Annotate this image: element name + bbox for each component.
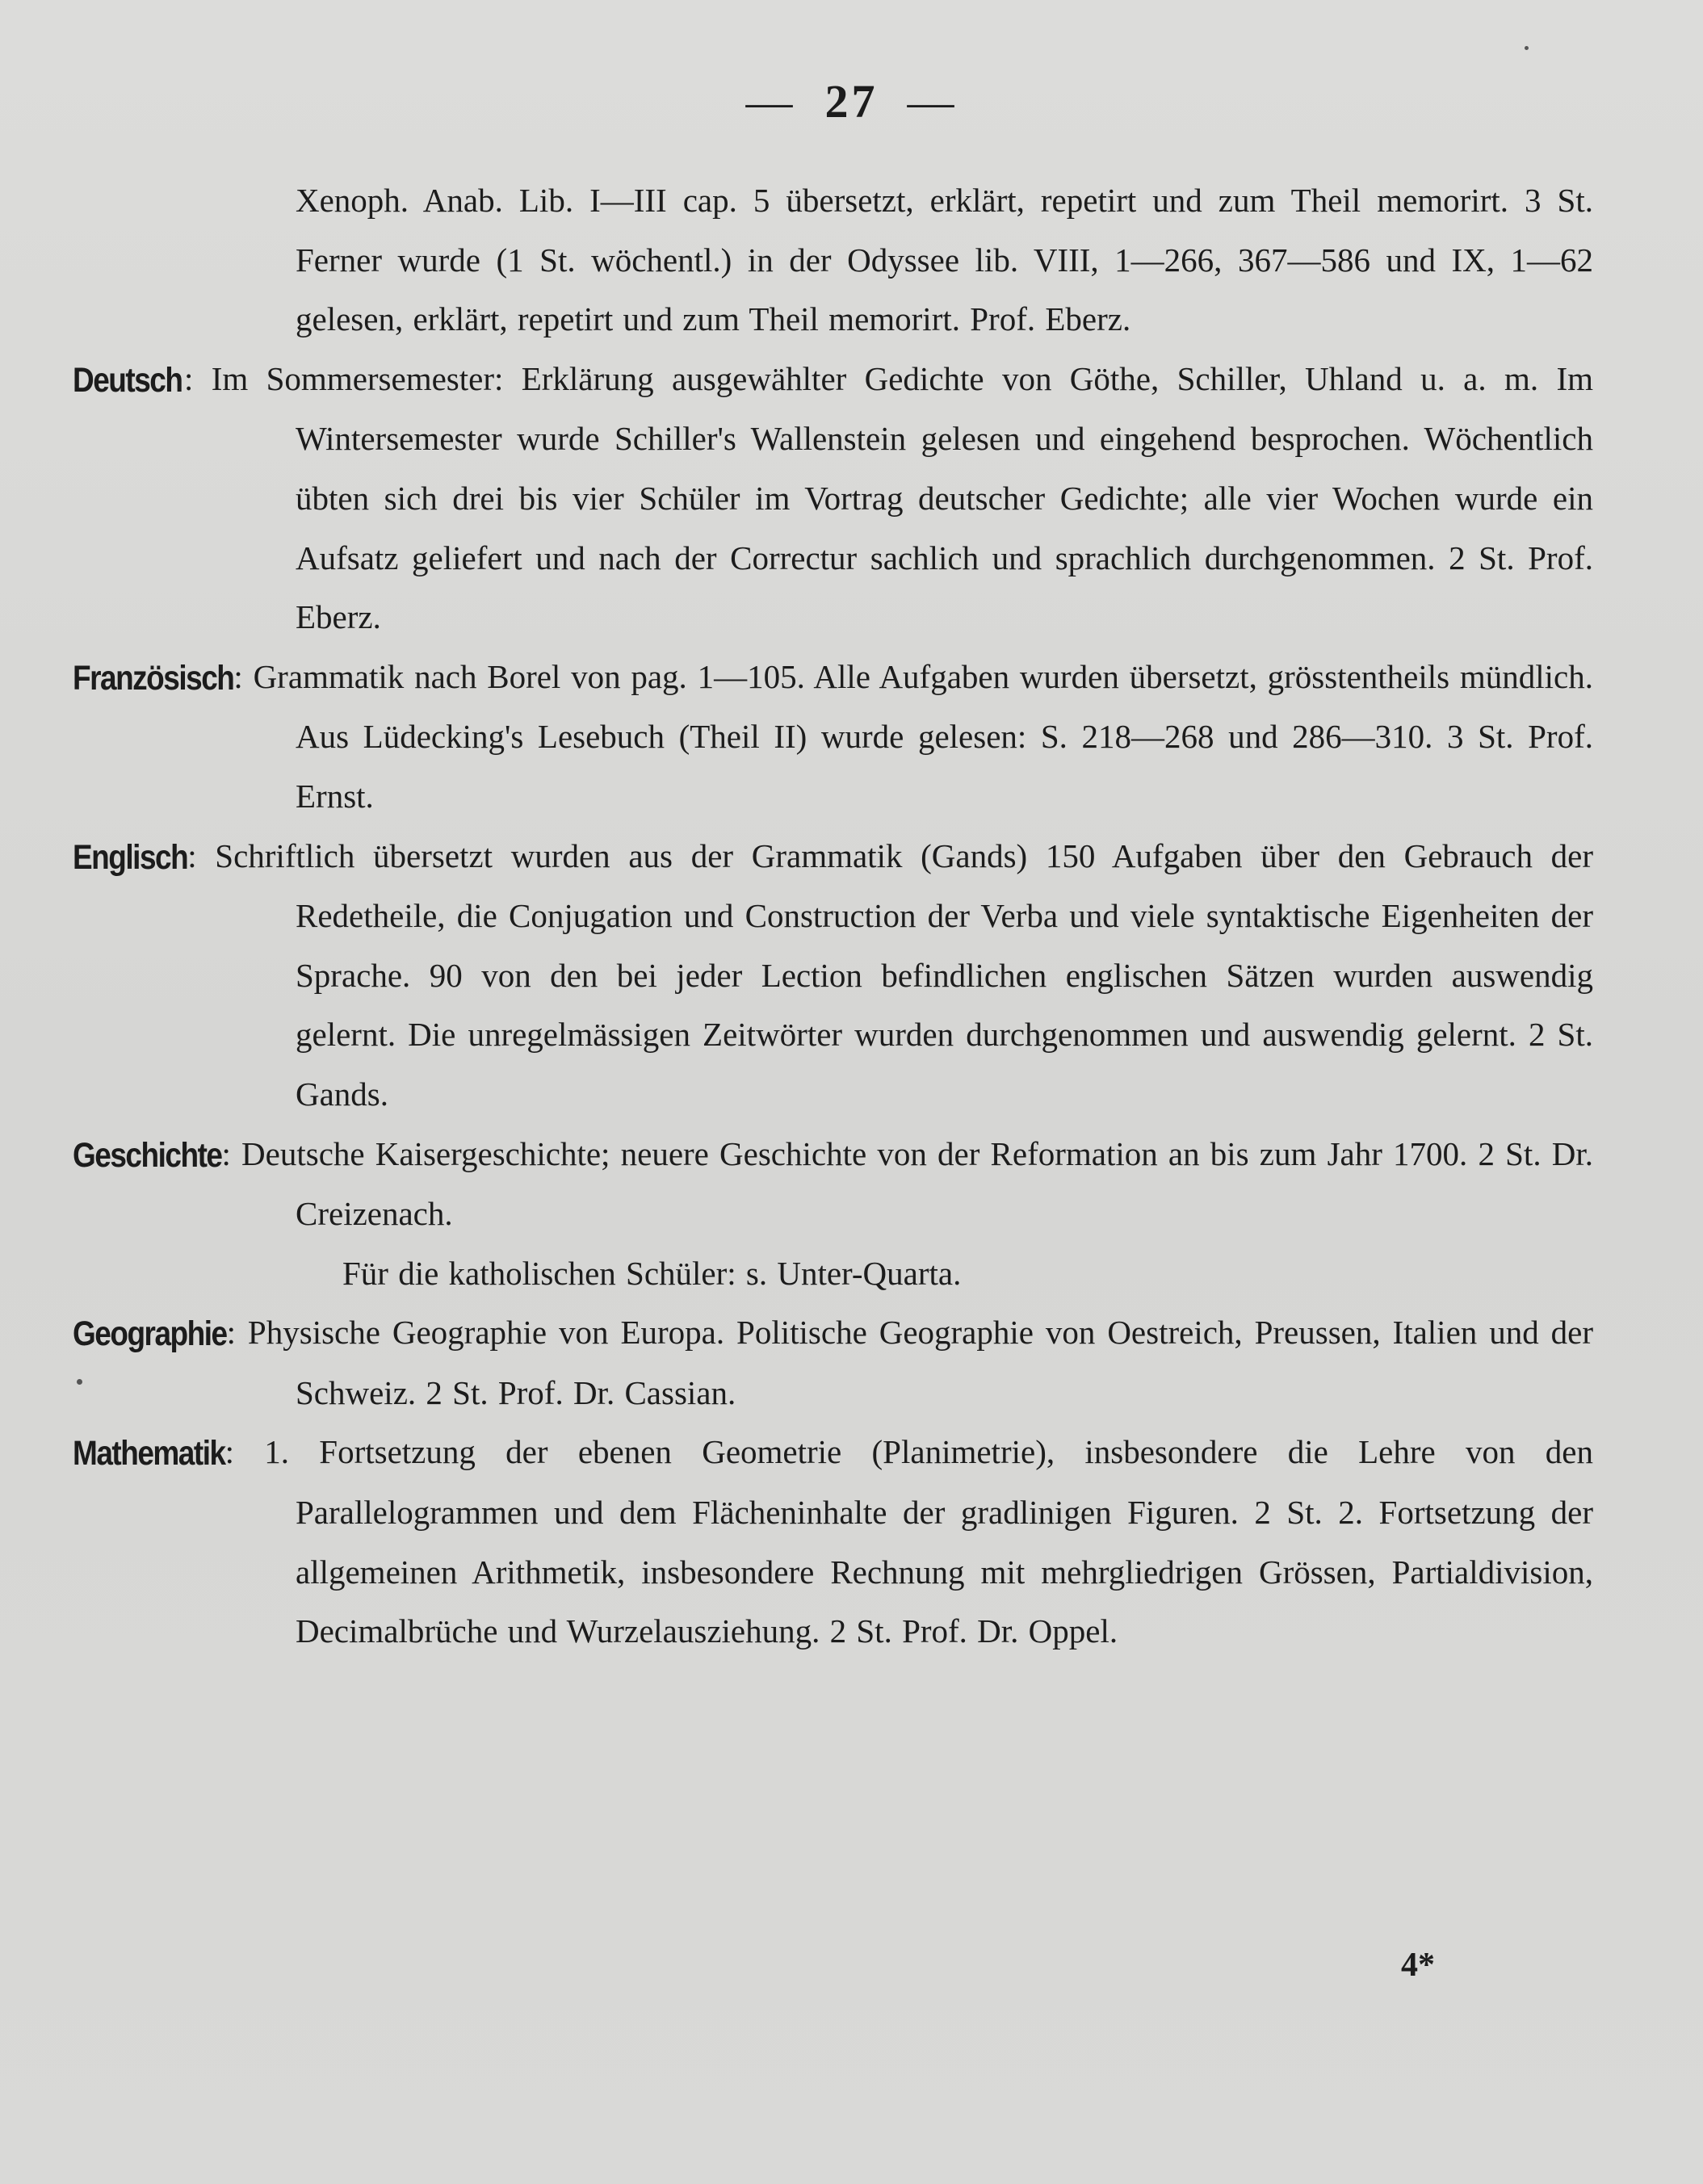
body-text [73, 171, 1593, 1662]
paragraph-geographie [73, 1303, 1593, 1423]
paragraph-text: Xenoph. Anab. Lib. I—III cap. 5 übersetzt, erklärt, repetirt und zum Theil memorirt. 3 St. Ferner wurde (1 St. wöchentl.) in der Odyssee lib. VIII, 1—266, 367—586 und IX, 1—62 gelesen, erklärt, repetirt und zum Theil memorirt. Prof. Eberz. [296, 182, 1593, 338]
paragraph-katholische-schueler [184, 1244, 1593, 1304]
signature-mark: 4* [1401, 1947, 1435, 1984]
paragraph-greek-continuation [184, 171, 1593, 350]
paragraph-franzoesisch [73, 648, 1593, 827]
page-header [0, 74, 1703, 128]
paragraph-text: Für die katholischen Schüler: s. Unter-Quarta. [342, 1254, 962, 1292]
subject-heading: Französisch [73, 658, 234, 697]
header-dash-left: — [745, 75, 796, 128]
subject-heading: Mathematik [73, 1434, 225, 1473]
paragraph-deutsch: Deutsch: Im Sommersemester: Erklärung ausgewählter Gedichte von Göthe, Schiller, Uhland u. a. m. Im Wintersemester wurde Schiller's Wallenstein gelesen und eingehend besprochen. Wöchentlich übten sich drei bis vier Schüler im Vortrag deutscher Gedichte; alle vier Wochen wurde ein Aufsatz geliefert und nach der Correctur sachlich und sprachlich durchgenommen. 2 St. Prof. Eberz. [73, 359, 1593, 636]
ink-speck [77, 1379, 82, 1385]
paragraph-text: : 1. Fortsetzung der ebenen Geometrie (Planimetrie), insbesondere die Lehre von den Parallelogrammen und dem Flächeninhalte der gradlinigen Figuren. 2 St. 2. Fortsetzung der allgemeinen Arithmetik, insbesondere Rechnung mit mehrgliedrigen Grössen, Partialdivision, Decimalbrüche und Wurzelausziehung. 2 St. Prof. Dr. Oppel. [224, 1433, 1593, 1650]
paragraph-text: : Deutsche Kaisergeschichte; neuere Geschichte von der Reformation an bis zum Jahr 1700. 2 St. Dr. Creizenach. [221, 1134, 1593, 1233]
subject-heading: Englisch [73, 837, 188, 876]
paragraph-text: : Physische Geographie von Europa. Politische Geographie von Oestreich, Preussen, Italien und der Schweiz. 2 St. Prof. Dr. Cassian. [226, 1314, 1593, 1411]
paragraph-text: : Schriftlich übersetzt wurden aus der Grammatik (Gands) 150 Aufgaben über den Gebrauch der Redetheile, die Conjugation und Construction der Verba und viele syntaktische Eigenheiten der Sprache. 90 von den bei jeder Lection befindlichen englischen Sätzen wurden auswendig gelernt. Die unregelmässigen Zeitwörter wurden durchgenommen und auswendig gelernt. 2 St. Gands. [187, 836, 1593, 1113]
paragraph-mathematik [73, 1423, 1593, 1661]
subject-heading: Geographie [73, 1314, 227, 1353]
paragraph-text: : Grammatik nach Borel von pag. 1—105. Alle Aufgaben wurden übersetzt, grösstentheils mündlich. Aus Lüdecking's Lesebuch (Theil II) wurde gelesen: S. 218—268 und 286—310. 3 St. Prof. Ernst. [233, 657, 1593, 815]
page-number: 27 [824, 75, 879, 128]
subject-heading: Geschichte [73, 1135, 222, 1174]
paragraph-text: : Im Sommersemester: Erklärung ausgewählter Gedichte von Göthe, Schiller, Uhland u. a. m. Im Wintersemester wurde Schiller's Wallenstein gelesen und eingehend besprochen. Wöchentlich übten sich drei bis vier Schüler im Vortrag deutscher Gedichte; alle vier Wochen wurde ein Aufsatz geliefert und nach der Correctur sachlich und sprachlich durchgenommen. 2 St. Prof. Eberz. [184, 359, 1593, 636]
paragraph-englisch [73, 827, 1593, 1125]
ink-speck [1525, 46, 1529, 50]
paragraph-geschichte [73, 1125, 1593, 1244]
header-dash-right: — [907, 75, 958, 128]
